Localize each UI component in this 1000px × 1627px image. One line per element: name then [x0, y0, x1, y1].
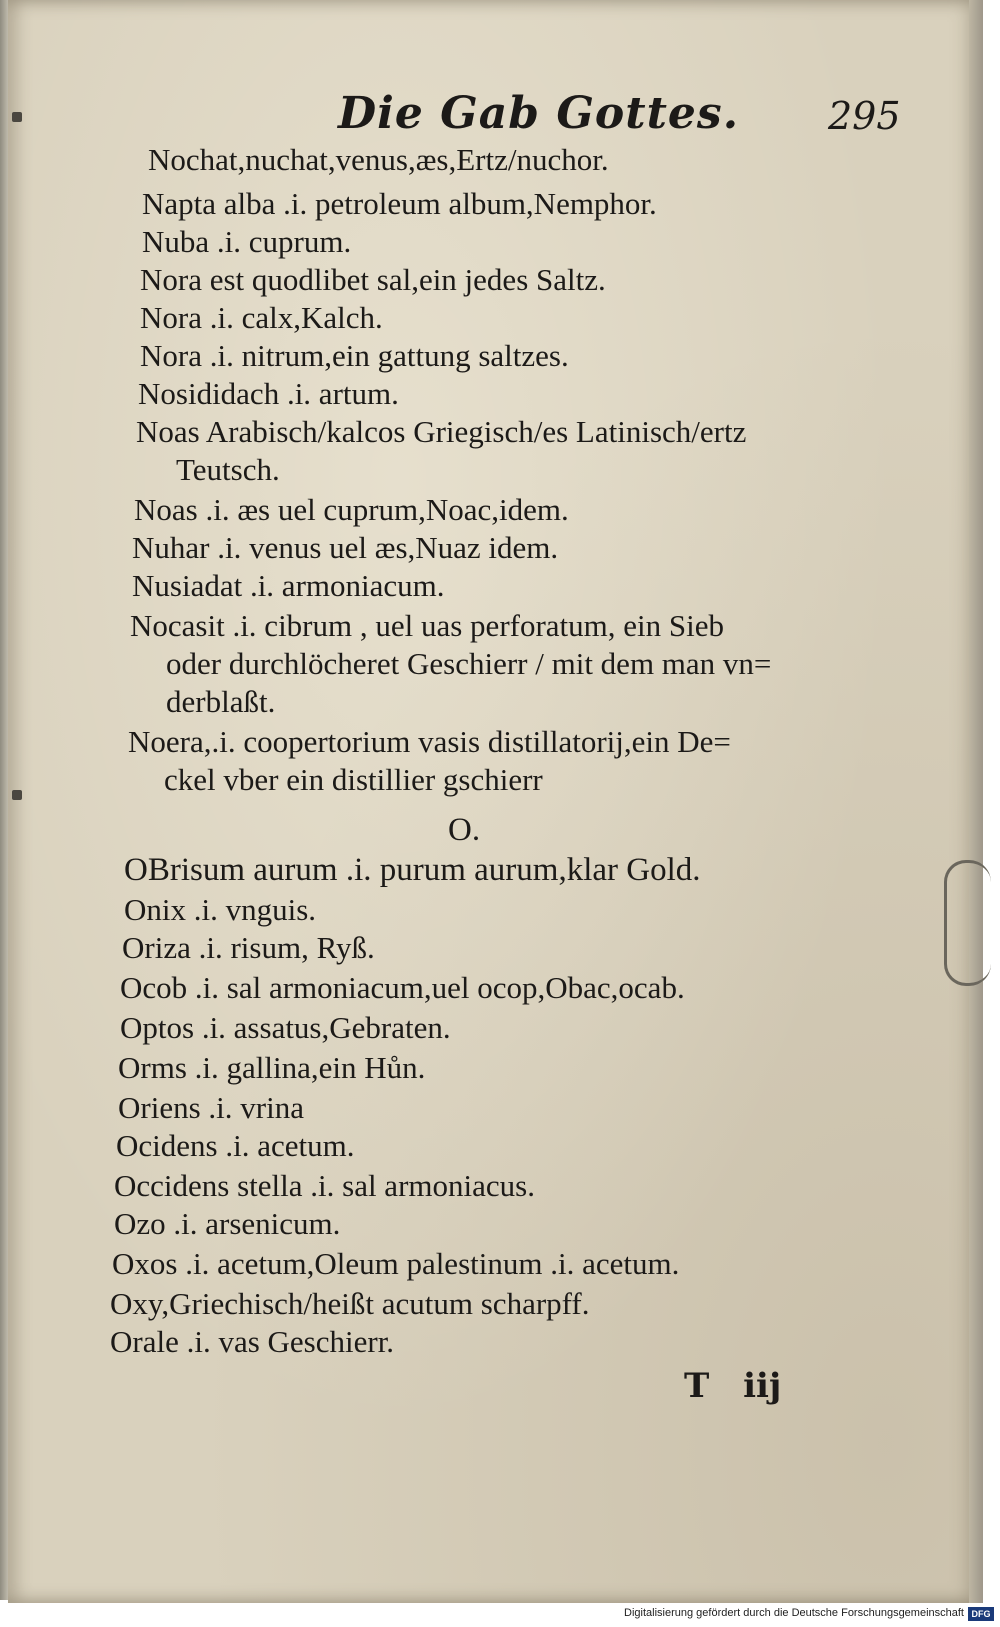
glossary-entry: Orale .i. vas Geschierr. — [110, 1324, 395, 1359]
digitization-footer — [0, 1603, 1000, 1627]
glossary-entry: Noas Arabisch/kalcos Griegisch/es Latinisch/ertz — [136, 414, 747, 449]
dfg-logo: DFG — [968, 1607, 994, 1621]
glossary-entry: Nusiadat .i. armoniacum. — [132, 568, 445, 603]
glossary-entry: Noera,.i. coopertorium vasis distillatorij,ein De= — [128, 724, 731, 759]
glossary-entry: Nora .i. calx,Kalch. — [140, 300, 383, 335]
glossary-entry: Noas .i. æs uel cuprum,Noac,idem. — [134, 492, 569, 527]
glossary-entry: Occidens stella .i. sal armoniacus. — [114, 1168, 535, 1203]
glossary-entries-o — [8, 0, 983, 1600]
glossary-entry-continuation: oder durchlöcheret Geschierr / mit dem man vn= — [166, 646, 772, 681]
glossary-entry: Nuhar .i. venus uel æs,Nuaz idem. — [132, 530, 559, 565]
glossary-entry: Ocob .i. sal armoniacum,uel ocop,Obac,ocab. — [120, 970, 685, 1005]
glossary-entry: Nora est quodlibet sal,ein jedes Saltz. — [140, 262, 606, 297]
signature-mark: T iij — [684, 1366, 782, 1406]
glossary-entry: Nochat,nuchat,venus,æs,Ertz/nuchor. — [148, 142, 609, 177]
glossary-entry-continuation: Teutsch. — [176, 452, 280, 487]
glossary-entry: Oriza .i. risum, Ryß. — [122, 930, 375, 965]
glossary-entry: Oriens .i. vrina — [118, 1090, 304, 1125]
section-heading-o: O. — [448, 812, 481, 848]
funding-credit: Digitalisierung gefördert durch die Deutsche Forschungsgemeinschaft — [624, 1607, 964, 1619]
glossary-entry: Nocasit .i. cibrum , uel uas perforatum, ein Sieb — [130, 608, 725, 643]
glossary-entry: Onix .i. vnguis. — [124, 892, 317, 927]
glossary-entry: Nuba .i. cuprum. — [142, 224, 352, 259]
glossary-entry: Oxos .i. acetum,Oleum palestinum .i. acetum. — [112, 1246, 680, 1281]
page-number: 295 — [828, 94, 901, 138]
glossary-entry: Napta alba .i. petroleum album,Nemphor. — [142, 186, 657, 221]
glossary-entry-continuation: ckel vber ein distillier gschierr — [164, 762, 543, 797]
glossary-entry: Oxy,Griechisch/heißt acutum scharpff. — [110, 1286, 590, 1321]
glossary-entry: Nora .i. nitrum,ein gattung saltzes. — [140, 338, 569, 373]
glossary-entry: Ozo .i. arsenicum. — [114, 1206, 341, 1241]
glossary-entry: Nosididach .i. artum. — [138, 376, 399, 411]
glossary-entry: Orms .i. gallina,ein Hůn. — [118, 1050, 426, 1085]
running-title: Die Gab Gottes. — [338, 88, 740, 139]
book-page — [8, 0, 983, 1603]
glossary-entry-continuation: derblaßt. — [166, 684, 276, 719]
glossary-entry: Ocidens .i. acetum. — [116, 1128, 355, 1163]
glossary-entry: Optos .i. assatus,Gebraten. — [120, 1010, 451, 1045]
glossary-entry: OBrisum aurum .i. purum aurum,klar Gold. — [124, 852, 701, 888]
